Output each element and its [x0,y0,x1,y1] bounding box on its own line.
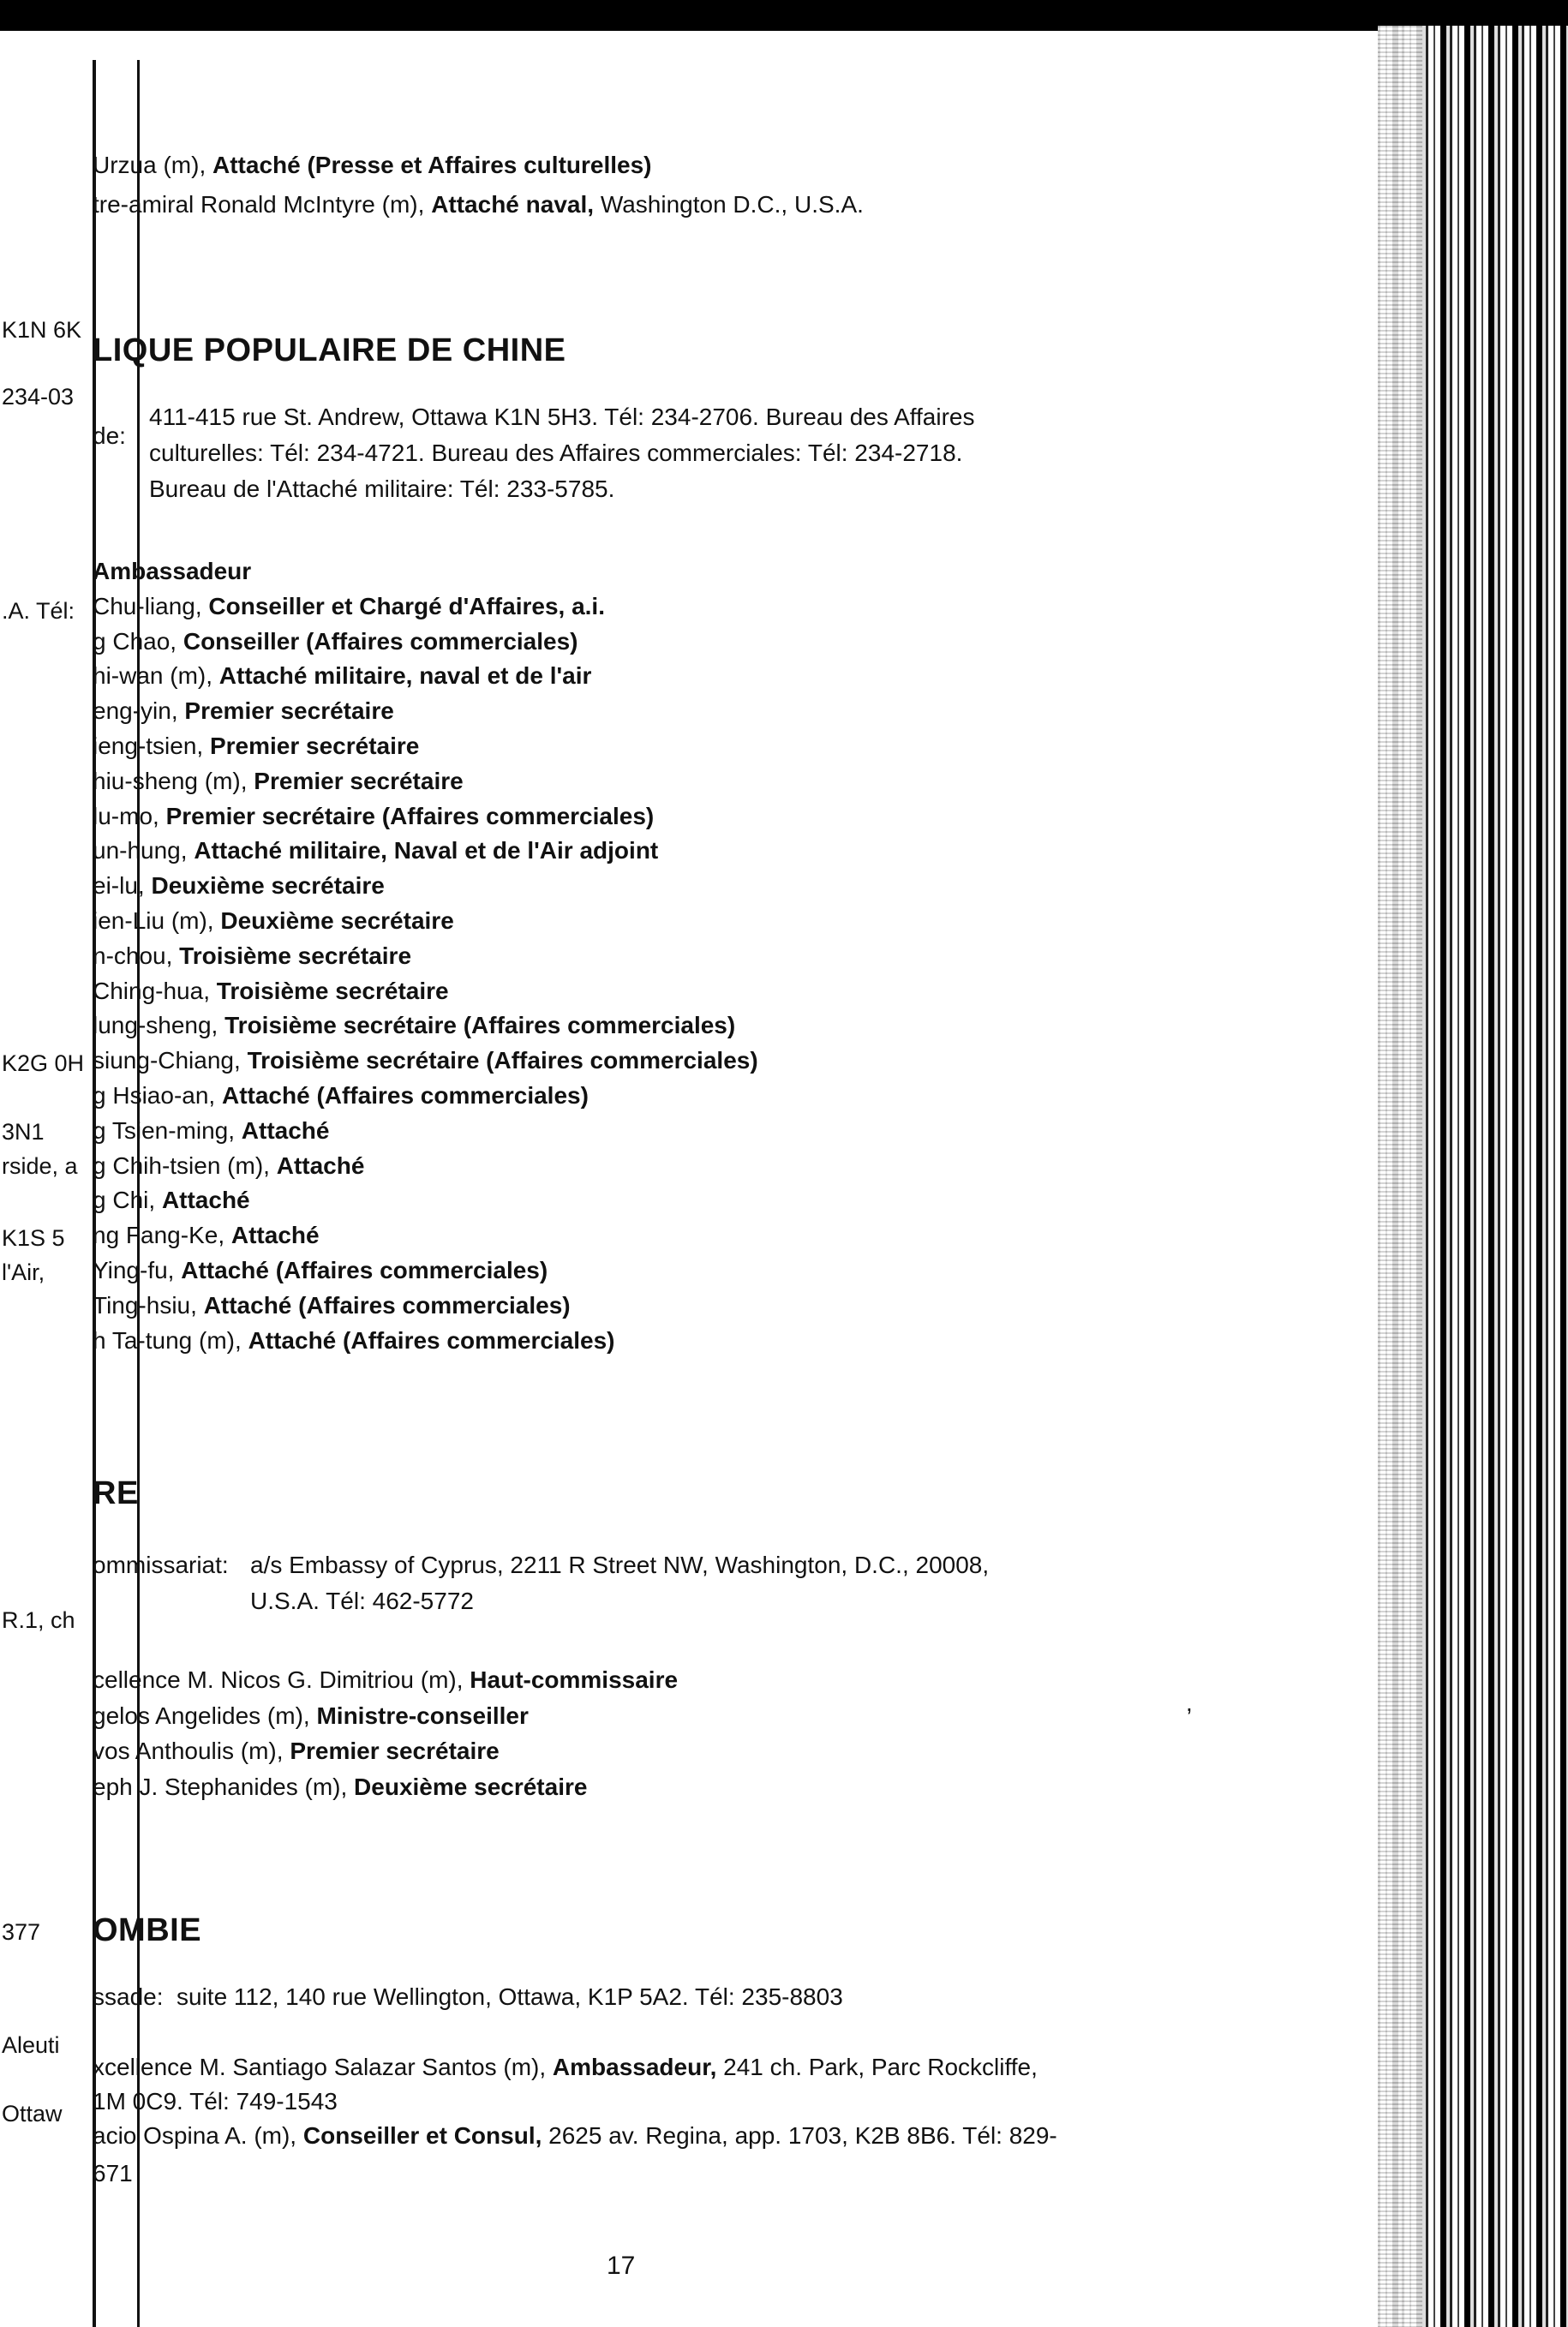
address-label: de: [93,422,126,449]
left-fragment: rside, a [2,1153,78,1179]
left-fragment: K2G 0H [2,1050,85,1076]
entry-line: lung-sheng, Troisième secrétaire (Affaires commerciales) [93,1012,736,1039]
entry-line: tre-amiral Ronald McIntyre (m), Attaché naval, Washington D.C., U.S.A. [93,191,864,218]
entry-line: g Chao, Conseiller (Affaires commerciales) [93,627,578,655]
book-page-edges [1378,26,1568,2327]
entry-line: h Ta-tung (m), Attaché (Affaires commerciales) [93,1326,615,1354]
left-fragment: R.1, ch [2,1607,75,1633]
left-fragment: 377 [2,1919,41,1945]
entry-line: eph J. Stephanides (m), Deuxième secrétaire [93,1773,588,1800]
left-fragment: 234-03 [2,384,75,410]
entry-line: n-chou, Troisième secrétaire [93,942,412,969]
entry-line: gelos Angelides (m), Ministre-conseiller [93,1702,529,1729]
entry-line: un-hung, Attaché militaire, Naval et de l'Air adjoint [93,837,659,864]
entry-line: eng-yin, Premier secrétaire [93,697,394,725]
entry-line: lu-mo, Premier secrétaire (Affaires commerciales) [93,802,655,829]
page-number: 17 [607,2252,636,2280]
entry-line: hiu-sheng (m), Premier secrétaire [93,767,464,794]
left-fragment: K1S 5 [2,1225,65,1251]
left-fragment: .A. Tél: [2,598,75,624]
left-fragment: K1N 6K [2,317,82,343]
entry-line: Ching-hua, Troisième secrétaire [93,977,449,1004]
entry-line: g Hsiao-an, Attaché (Affaires commerciales) [93,1082,589,1109]
entry-line: 1M 0C9. Tél: 749-1543 [93,2088,338,2115]
left-fragment: Ottaw [2,2101,63,2127]
entry-line: siung-Chiang, Troisième secrétaire (Affaires commerciales) [93,1047,758,1074]
address-line: culturelles: Tél: 234-4721. Bureau des Affaires commerciales: Tél: 234-2718. [149,440,963,466]
entry-line: ng Fang-Ke, Attaché [93,1222,320,1249]
address-label: ommissariat: [93,1552,229,1578]
entry-line: Ambassadeur [93,558,252,584]
entry-line: acio Ospina A. (m), Conseiller et Consul, 2625 av. Regina, app. 1703, K2B 8B6. Tél: 829- [93,2122,1057,2149]
entry-line: hi-wan (m), Attaché militaire, naval et de l'air [93,662,592,690]
entry-line: ieng-tsien, Premier secrétaire [93,733,420,759]
section-heading-china: LIQUE POPULAIRE DE CHINE [93,332,566,368]
address-line: suite 112, 140 rue Wellington, Ottawa, K1P 5A2. Tél: 235-8803 [177,1983,843,2010]
entry-line: g Tsien-ming, Attaché [93,1116,330,1144]
entry-line: ien-Liu (m), Deuxième secrétaire [93,907,454,934]
entry-line: g Chi, Attaché [93,1187,250,1214]
left-fragment: l'Air, [2,1259,45,1285]
address-line: a/s Embassy of Cyprus, 2211 R Street NW, Washington, D.C., 20008, [250,1552,990,1578]
stray-mark: , [1186,1690,1193,1716]
entry-line: 671 [93,2160,133,2186]
scan-top-band [0,0,1568,31]
address-label: ssade: [93,1983,164,2010]
left-page-margin [0,0,96,2327]
left-fragment: Aleuti [2,2032,60,2058]
entry-line: Ting-hsiu, Attaché (Affaires commerciales) [93,1291,571,1319]
entry-line: Chu-liang, Conseiller et Chargé d'Affaires, a.i. [93,592,605,619]
entry-line: Urzua (m), Attaché (Presse et Affaires culturelles) [93,152,652,178]
section-heading-cyprus: RE [93,1475,139,1511]
entry-line: Ying-fu, Attaché (Affaires commerciales) [93,1257,548,1283]
left-fragment: 3N1 [2,1119,45,1145]
section-heading-colombia: OMBIE [93,1912,202,1948]
entry-line: vos Anthoulis (m), Premier secrétaire [93,1738,500,1764]
address-line: Bureau de l'Attaché militaire: Tél: 233-5785. [149,476,615,502]
entry-line: cellence M. Nicos G. Dimitriou (m), Haut-commissaire [93,1666,679,1693]
entry-line: xcellence M. Santiago Salazar Santos (m), Ambassadeur, 241 ch. Park, Parc Rockcliffe, [93,2054,1038,2080]
address-line: 411-415 rue St. Andrew, Ottawa K1N 5H3. Tél: 234-2706. Bureau des Affaires [149,404,975,430]
address-line: U.S.A. Tél: 462-5772 [250,1588,474,1614]
entry-line: ei-lu, Deuxième secrétaire [93,872,385,900]
entry-line: g Chih-tsien (m), Attaché [93,1152,365,1179]
